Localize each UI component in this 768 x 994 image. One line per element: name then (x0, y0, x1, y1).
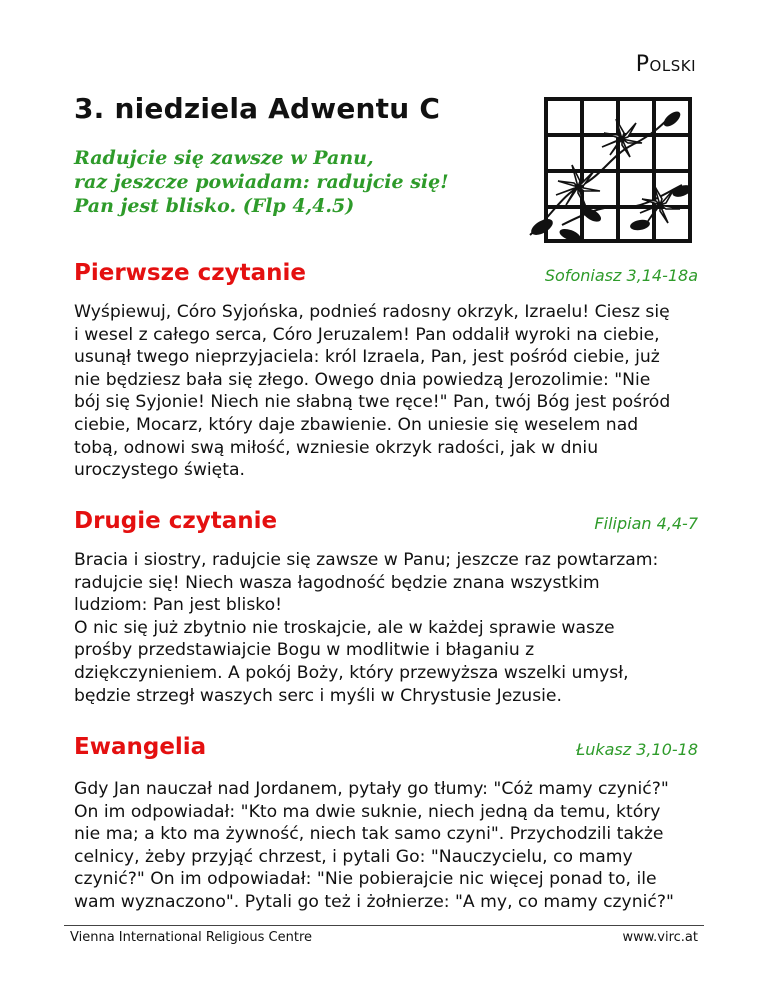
motto-line: raz jeszcze powiadam: radujcie się! (74, 171, 449, 193)
text-line: Gdy Jan nauczał nad Jordanem, pytały go tłumy: "Cóż mamy czynić?" (74, 779, 669, 799)
motto-line: Pan jest blisko. (Flp 4,4.5) (74, 195, 355, 217)
poinsettia-trellis-icon (522, 95, 704, 247)
text-line: Wyśpiewuj, Córo Syjońska, podnieś radosny okrzyk, Izraelu! Ciesz się (74, 302, 670, 322)
text-line: tobą, odnowi swą miłość, wzniesie okrzyk radości, jak w dniu (74, 437, 599, 458)
language-label: Polski (635, 52, 696, 77)
text-line: celnicy, żeby przyjąć chrzest, i pytali Go: "Nauczycielu, co mamy (74, 846, 633, 867)
reading-heading: Ewangelia (74, 734, 207, 760)
reading-text (74, 549, 714, 707)
text-line: bój się Syjonie! Niech nie słabną twe ręce!" Pan, twój Bóg jest pośród (74, 392, 671, 413)
reading-text (74, 778, 714, 914)
text-line: ciebie, Mocarz, który daje zbawienie. On uniesie się weselem nad (74, 414, 639, 435)
reading-reference: Filipian 4,4-7 (594, 514, 698, 533)
text-line: Bracia i siostry, radujcie się zawsze w Panu; jeszcze raz powtarzam: (74, 550, 659, 570)
text-line: dziękczynieniem. A pokój Boży, który przewyższa wszelki umysł, (74, 662, 629, 683)
text-line: czynić?" On im odpowiadał: "Nie pobierajcie nic więcej ponad to, ile (74, 869, 657, 890)
text-line: nie będziesz bała się złego. Owego dnia powiedzą Jerozolimie: "Nie (74, 369, 651, 390)
reading-heading: Pierwsze czytanie (74, 260, 306, 286)
text-line: wam wyznaczono". Pytali go też i żołnierze: "A my, co mamy czynić?" (74, 891, 674, 912)
text-line: usunął twego nieprzyjaciela: król Izraela, Pan, jest pośród ciebie, już (74, 347, 660, 368)
reading-reference: Sofoniasz 3,14-18a (544, 266, 698, 285)
footer-organization: Vienna International Religious Centre (70, 930, 312, 945)
text-line: radujcie się! Niech wasza łagodność będzie znana wszystkim (74, 572, 600, 593)
text-line: O nic się już zbytnio nie troskajcie, ale w każdej sprawie wasze (74, 617, 615, 638)
text-line: uroczystego święta. (74, 460, 245, 481)
reading-text (74, 301, 714, 482)
text-line: On im odpowiadał: "Kto ma dwie suknie, niech jedną da temu, który (74, 801, 661, 822)
reading-reference: Łukasz 3,10-18 (576, 740, 698, 759)
motto (74, 146, 474, 218)
reading-heading: Drugie czytanie (74, 508, 278, 534)
footer-divider (64, 925, 704, 926)
text-line: będzie strzegł waszych serc i myśli w Chrystusie Jezusie. (74, 685, 562, 706)
text-line: i wesel z całego serca, Córo Jeruzalem! Pan oddalił wyroki na ciebie, (74, 324, 660, 345)
motto-line: Radujcie się zawsze w Panu, (74, 147, 374, 169)
text-line: ludziom: Pan jest blisko! (74, 595, 283, 616)
text-line: nie ma; a kto ma żywność, niech tak samo czyni". Przychodzili także (74, 824, 664, 845)
page-title: 3. niedziela Adwentu C (74, 92, 441, 125)
text-line: prośby przedstawiajcie Bogu w modlitwie i błaganiu z (74, 640, 535, 661)
footer-website-link[interactable]: www.virc.at (622, 930, 698, 945)
